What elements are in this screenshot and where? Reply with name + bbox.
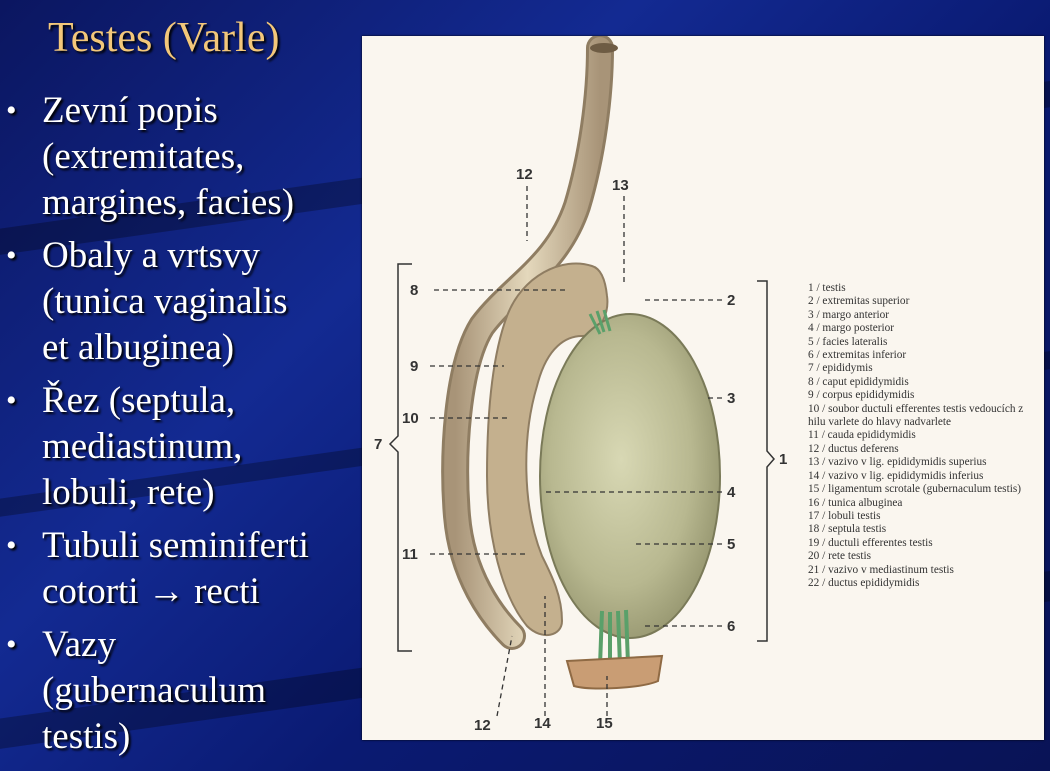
bullet-line: Tubuli seminiferti: [42, 525, 309, 566]
legend-item: 16 / tunica albuginea: [808, 496, 903, 509]
bullet-line: et albuginea): [42, 327, 235, 368]
bullet-line: cotorti → recti: [42, 571, 260, 612]
legend-item: 21 / vazivo v mediastinum testis: [808, 563, 954, 576]
bullet-line: (extremitates,: [42, 136, 245, 177]
bullet-line: lobuli, rete): [42, 472, 215, 513]
legend-item: 15 / ligamentum scrotale (gubernaculum testis): [808, 483, 1022, 496]
bullet-line: testis): [42, 716, 131, 757]
bullet-line: Zevní popis: [42, 90, 218, 131]
bracket-7: [390, 264, 412, 651]
bullet-dot: •: [6, 239, 17, 272]
bullet-item: [0, 622, 360, 760]
bullet-dot: •: [6, 384, 17, 417]
legend-item: 13 / vazivo v lig. epididymidis superius: [808, 456, 987, 469]
bullet-line: (gubernaculum: [42, 670, 266, 711]
legend-item: 5 / facies lateralis: [808, 335, 888, 348]
bullet-item: [0, 378, 360, 516]
bullet-list: [0, 88, 360, 767]
legend-item: 17 / lobuli testis: [808, 509, 881, 522]
bullet-dot: •: [6, 628, 17, 661]
label-9: 9: [410, 358, 419, 375]
bullet-line: Řez (septula,: [42, 380, 236, 421]
bullet-dot: •: [6, 529, 17, 562]
bullet-line: mediastinum,: [42, 426, 243, 467]
figure-legend: [808, 282, 1040, 590]
label-3: 3: [727, 390, 736, 407]
label-11: 11: [402, 546, 418, 563]
legend-item: 14 / vazivo v lig. epididymidis inferius: [808, 469, 984, 482]
legend-item: 9 / corpus epididymidis: [808, 389, 915, 402]
testis-shape: [540, 314, 720, 638]
legend-item: 11 / cauda epididymidis: [808, 429, 916, 442]
label-15: 15: [596, 715, 613, 732]
label-7: 7: [374, 436, 383, 453]
label-10: 10: [402, 410, 419, 427]
label-4: 4: [727, 484, 736, 501]
legend-item: 6 / extremitas inferior: [808, 349, 907, 362]
anatomy-figure: [362, 36, 1044, 740]
legend-item: 2 / extremitas superior: [808, 295, 910, 308]
legend-item: 4 / margo posterior: [808, 322, 895, 335]
label-8: 8: [410, 282, 419, 299]
bullet-line: (tunica vaginalis: [42, 281, 288, 322]
label-13: 13: [612, 177, 629, 194]
bullet-line: margines, facies): [42, 182, 295, 223]
scrotal-stump-shape: [567, 656, 662, 688]
ductus-opening-shape: [590, 43, 618, 53]
label-6: 6: [727, 618, 736, 635]
bullet-item: [0, 233, 360, 371]
bullet-line: Vazy: [42, 624, 116, 665]
bullet-item: [0, 88, 360, 226]
legend-item: 10 / soubor ductuli efferentes testis vedoucích z hilu varlete do hlavy nadvarlete: [808, 402, 1024, 429]
legend-item: 12 / ductus deferens: [808, 442, 899, 455]
label-1: 1: [779, 451, 788, 468]
slide-title: Testes (Varle): [48, 15, 280, 61]
label-14: 14: [534, 715, 551, 732]
legend-item: 20 / rete testis: [808, 550, 872, 563]
legend-item: 3 / margo anterior: [808, 308, 890, 321]
legend-item: 1 / testis: [808, 282, 846, 294]
label-12-bottom: 12: [474, 717, 491, 734]
label-12-top: 12: [516, 166, 533, 183]
legend-item: 7 / epididymis: [808, 362, 873, 375]
legend-item: 18 / septula testis: [808, 523, 887, 536]
bullet-item: [0, 523, 360, 615]
legend-item: 19 / ductuli efferentes testis: [808, 536, 933, 549]
label-2: 2: [727, 292, 736, 309]
legend-item: 8 / caput epididymidis: [808, 375, 909, 388]
label-5: 5: [727, 536, 736, 553]
legend-item: 22 / ductus epididymidis: [808, 576, 920, 589]
bullet-dot: •: [6, 94, 17, 127]
bullet-line: Obaly a vrtsvy: [42, 235, 260, 276]
bracket-1: [757, 281, 774, 641]
